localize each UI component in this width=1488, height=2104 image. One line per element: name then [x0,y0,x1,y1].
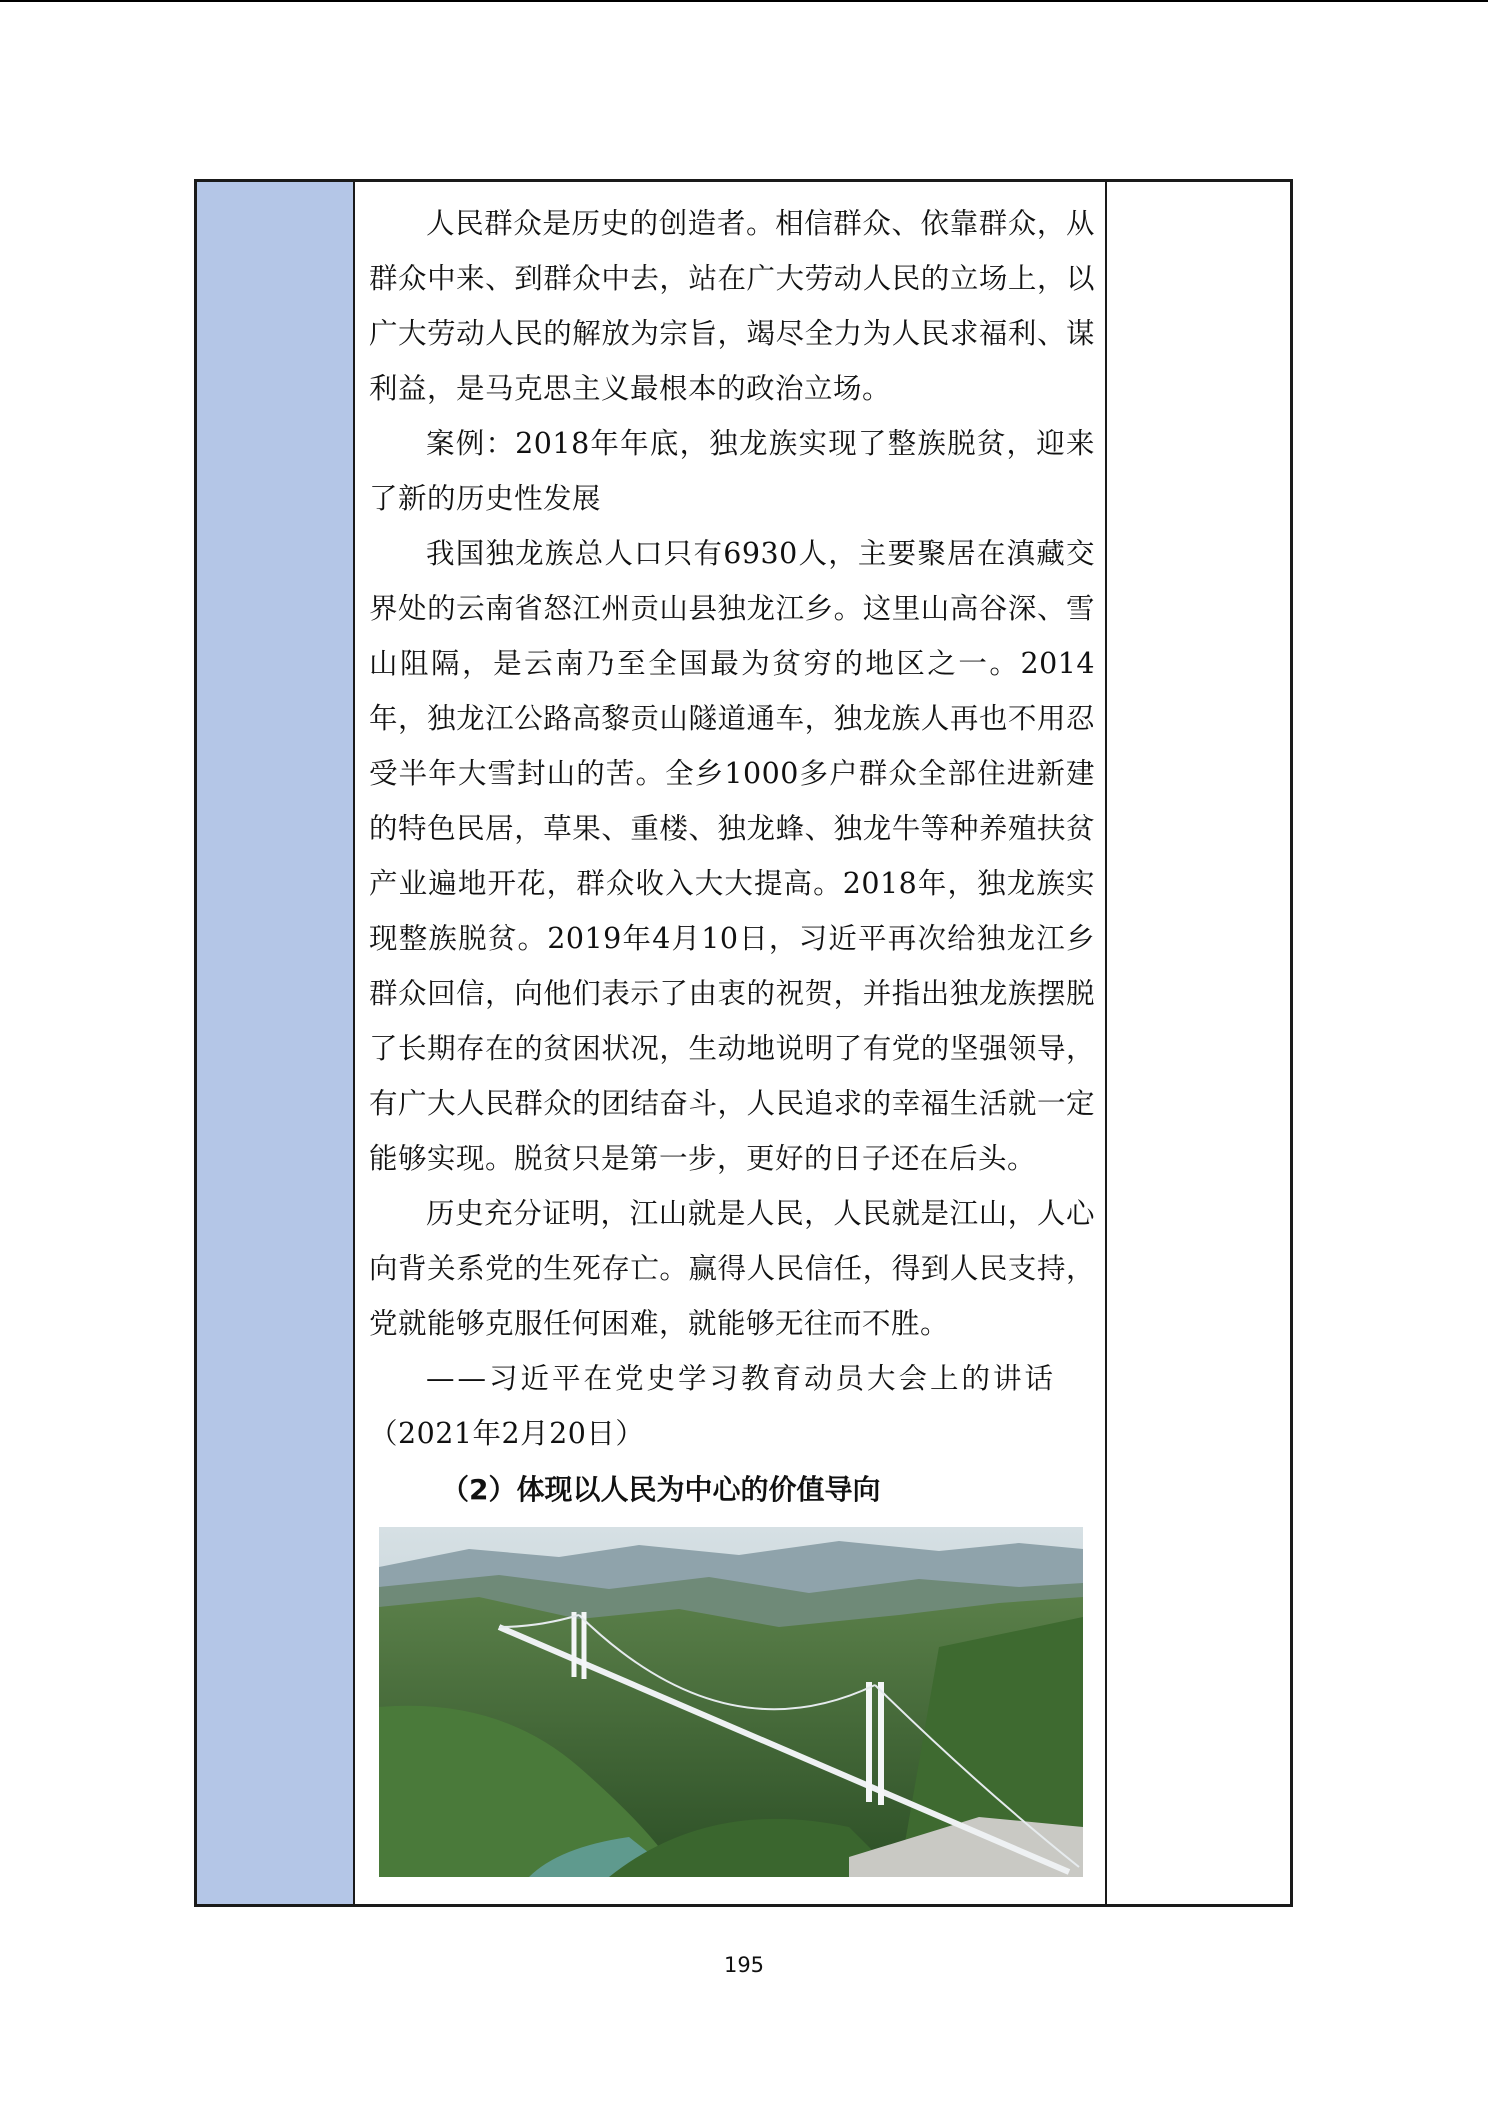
page-number: 195 [723,1953,765,1977]
quote-date: （2021年2月20日） [369,1417,645,1450]
table-right-column [1105,182,1290,1904]
section-heading: （2）体现以人民为中心的价值导向 [441,1473,881,1506]
content-table [194,179,1293,1907]
quote-attribution: ——习近平在党史学习教育动员大会上的讲话 [426,1362,1057,1395]
table-main-column [355,182,1109,1904]
case-heading: 案例：2018年年底，独龙族实现了整族脱贫，迎来了新的历史性发展 [369,427,1095,515]
table-left-column [197,182,355,1904]
paragraph-history-proves: 历史充分证明，江山就是人民，人民就是江山，人心向背关系党的生死存亡。赢得人民信任，得到人民支持，党就能够克服任何困难，就能够无往而不胜。 [369,1197,1095,1340]
paragraph-dulong-case: 我国独龙族总人口只有6930人，主要聚居在滇藏交界处的云南省怒江州贡山县独龙江乡。这里山高谷深、雪山阻隔，是云南乃至全国最为贫穷的地区之一。2014年，独龙江公路高黎贡山隧道通车，独龙族人再也不用忍受半年大雪封山的苦。全乡1000多户群众全部住进新建的特色民居，草果、重楼、独龙蜂、独龙牛等种养殖扶贫产业遍地开花，群众收入大大提高。2018年，独龙族实现整族脱贫。2019年4月10日，习近平再次给独龙江乡群众回信，向他们表示了由衷的祝贺，并指出独龙族摆脱了长期存在的贫困状况，生动地说明了有党的坚强领导，有广大人民群众的团结奋斗，人民追求的幸福生活就一定能够实现。脱贫只是第一步，更好的日子还在后头。 [369,537,1095,1175]
paragraph-people-creators: 人民群众是历史的创造者。相信群众、依靠群众，从群众中来、到群众中去，站在广大劳动人民的立场上，以广大劳动人民的解放为宗旨，竭尽全力为人民求福利、谋利益，是马克思主义最根本的政治立场。 [369,207,1095,405]
bridge-photo [379,1527,1083,1877]
bridge-photo-illustration [379,1527,1083,1877]
page-top-border [0,0,1488,2]
